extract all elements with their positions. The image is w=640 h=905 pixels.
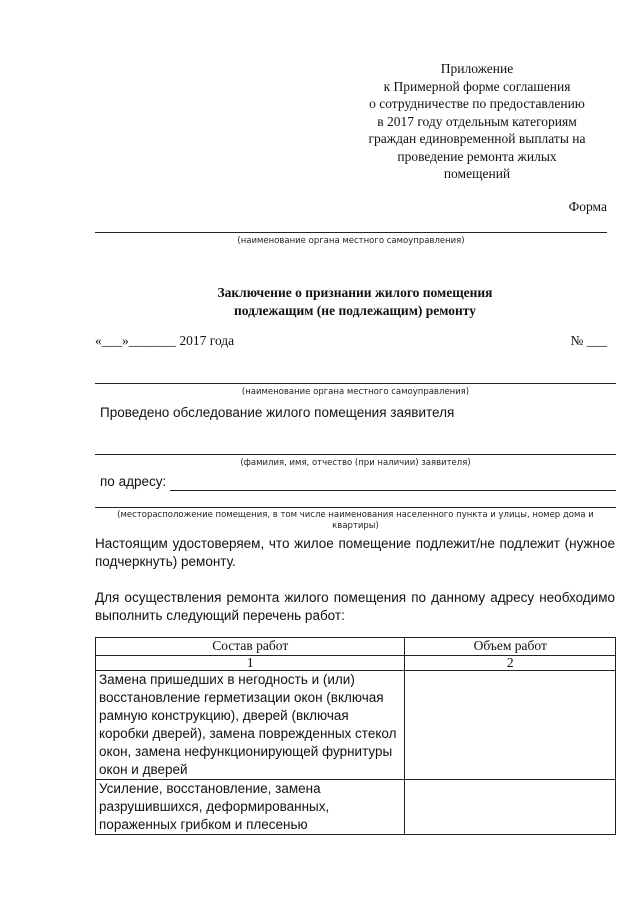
document-title — [95, 284, 615, 320]
table-row — [96, 780, 616, 835]
works-table — [95, 637, 616, 835]
appendix-line: граждан единовременной выплаты на — [368, 131, 586, 146]
applicant-name-line[interactable] — [95, 454, 616, 455]
appendix-line: к Примерной форме соглашения — [383, 78, 571, 94]
appendix-line: о сотрудничестве по предоставлению — [369, 96, 585, 111]
appendix-line: помещений — [443, 166, 511, 181]
form-label: Форма — [568, 199, 607, 214]
address-label: по адресу: — [100, 474, 167, 489]
appendix-line: в 2017 году отдельным категориям — [377, 113, 577, 129]
location-caption — [95, 510, 616, 532]
applicant-caption: (фамилия, имя, отчество (при наличии) заявителя) — [240, 458, 471, 468]
work-volume-cell[interactable] — [405, 671, 616, 780]
authority-caption: (наименование органа местного самоуправления) — [237, 236, 465, 246]
appendix-line: проведение ремонта жилых — [397, 148, 557, 164]
authority-name-line[interactable] — [95, 232, 607, 233]
title-line: подлежащим (не подлежащим) ремонту — [233, 303, 477, 318]
table-header-row — [96, 638, 616, 656]
work-description: Замена пришедших в негодность и (или) восстановление герметизации окон (включая рамную конструкцию), дверей (включая коробки дверей), замена поврежденных стекол окон, замена нефункционирующей фурнитуры окон и дверей — [96, 671, 405, 780]
survey-statement: Проведено обследование жилого помещения заявителя — [100, 405, 455, 420]
title-line: Заключение о признании жилого помещения — [217, 285, 493, 300]
authority-caption-2: (наименование органа местного самоуправления) — [241, 387, 470, 397]
location-caption-line: (месторасположение помещения, в том числе наименования населенного пункта и улицы, номер дома и — [117, 510, 594, 520]
appendix-header — [347, 60, 607, 183]
work-volume-cell[interactable] — [405, 780, 616, 835]
works-intro-paragraph: Для осуществления ремонта жилого помещения по данному адресу необходимо выполнить следующий перечень работ: — [95, 590, 615, 623]
number-field[interactable]: № ___ — [570, 333, 607, 348]
certify-paragraph: Настоящим удостоверяем, что жилое помещение подлежит/не подлежит (нужное подчеркнуть) ремонту. — [95, 536, 615, 569]
column-number: 1 — [96, 656, 405, 671]
date-field[interactable]: «___»_______ 2017 года — [95, 333, 235, 348]
column-number: 2 — [405, 656, 616, 671]
address-line-2[interactable] — [95, 507, 616, 508]
address-line[interactable] — [170, 490, 616, 491]
table-row — [96, 671, 616, 780]
work-description: Усиление, восстановление, замена разрушившихся, деформированных, пораженных грибком и плесенью — [96, 780, 405, 835]
table-number-row — [96, 656, 616, 671]
column-header-works: Состав работ — [96, 638, 405, 656]
authority-name-line-2[interactable] — [95, 383, 616, 384]
column-header-volume: Объем работ — [405, 638, 616, 656]
appendix-line: Приложение — [440, 61, 514, 76]
location-caption-line: квартиры) — [332, 521, 379, 531]
